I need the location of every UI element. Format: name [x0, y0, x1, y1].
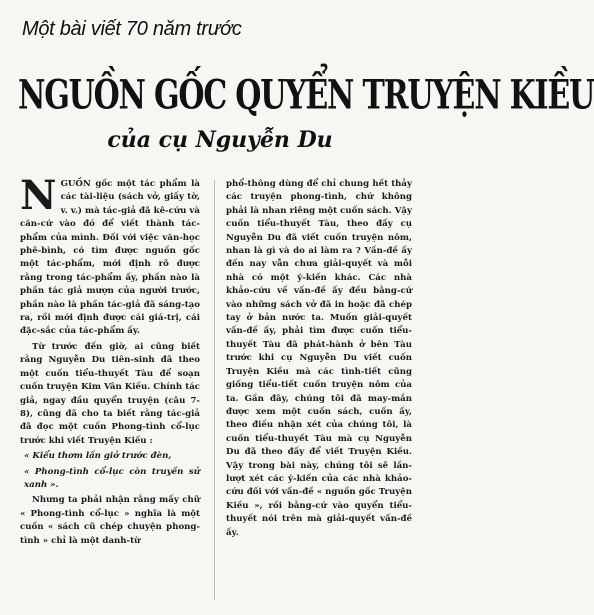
column-divider [214, 180, 215, 600]
article-column-right [226, 178, 412, 542]
quote-line-2: « Phong-tình cổ-lục còn truyền sử xanh ». [24, 466, 200, 490]
paragraph-1 [20, 172, 200, 339]
drop-cap: N [20, 172, 57, 219]
quote-line-1: « Kiểu thơm lần giở trước đèn, [24, 451, 172, 462]
headline: NGUỒN GỐC QUYỂN TRUYỆN KIỀU [18, 72, 594, 120]
subheadline: của cụ Nguyễn Du [107, 127, 333, 153]
paragraph-2: Từ trước đến giờ, ai cũng biết rằng Nguyễn Du tiên-sinh đã theo một cuốn tiểu-thuyết Tàu để soạn cuốn truyện Kim Vân Kiều. Chính tác giả, ngay đầu quyển truyện (câu 7-8), cũng đã cho ta biết rằng tác-giả đã đọc một cuốn Phong-tình cổ-lục trước khi viết Truyện Kiều : [20, 341, 200, 446]
kicker-line: Một bài viết 70 năm trước [22, 18, 242, 40]
paragraph-4: phổ-thông dùng để chỉ chung hết thảy các truyện phong-tình, chứ không phải là nhan riêng một cuốn sách. Vậy cuốn tiểu-thuyết Tàu, theo đấy cụ Nguyễn Du đã viết cuốn truyện nôm, nhan là gì và do ai làm ra ? Vấn-đề ấy đến nay vẫn chưa giải-quyết và mỗi nhà có một ý-kiến khác. Các nhà khảo-cứu về vấn-đề ấy đều bằng-cứ vào những sách vở đã in hoặc đã chép tay ở bản nước ta. Muốn giải-quyết vấn-đề ấy, phải tìm được cuốn tiểu-thuyết Tàu đã phát-hành ở bên Tàu trước khi cụ Nguyễn Du viết cuốn Truyện Kiều mà các tình-tiết cũng giống tiểu-tiết cuốn truyện nôm của ta. Gần đây, chúng tôi đã may-mắn được xem một cuốn sách, cuốn ấy, theo điều nhận xét của chúng tôi, là cuốn tiểu-thuyết Tàu mà cụ Nguyễn Du đã theo đấy để viết Truyện Kiều. Vậy trong bài này, chúng tôi sẽ lần-lượt xét các ý-kiến của các nhà khảo-cứu đối với vấn-đề « nguồn gốc Truyện Kiều », rồi bằng-cứ vào quyển tiểu-thuyết nói trên mà giải-quyết vấn-đề ấy. [226, 179, 412, 538]
paragraph-text: GUỒN gốc một tác phẩm là các tài-liệu (sách vở, giấy tờ, v. v.) mà tác-giả đã kê-cứu và căn-cứ vào đó để viết thành tác-phẩm của mình. Đối với việc văn-học phê-bình, có tìm được nguồn gốc một tác-phẩm, mới định rõ được rằng trong tác-phẩm ấy, phần nào là phần tác giả mượn của người trước, phần nào là phần tác-giả đã sáng-tạo ra, rồi mới định được cái giá-trị, cái đặc-sắc của tác-phẩm ấy. [20, 179, 200, 337]
article-column-left [20, 172, 200, 550]
paragraph-3: Nhưng ta phải nhận rằng mấy chữ « Phong-tình cổ-lục » nghĩa là một cuốn « sách cũ chép chuyện phong-tình » chỉ là một danh-từ [20, 495, 200, 546]
